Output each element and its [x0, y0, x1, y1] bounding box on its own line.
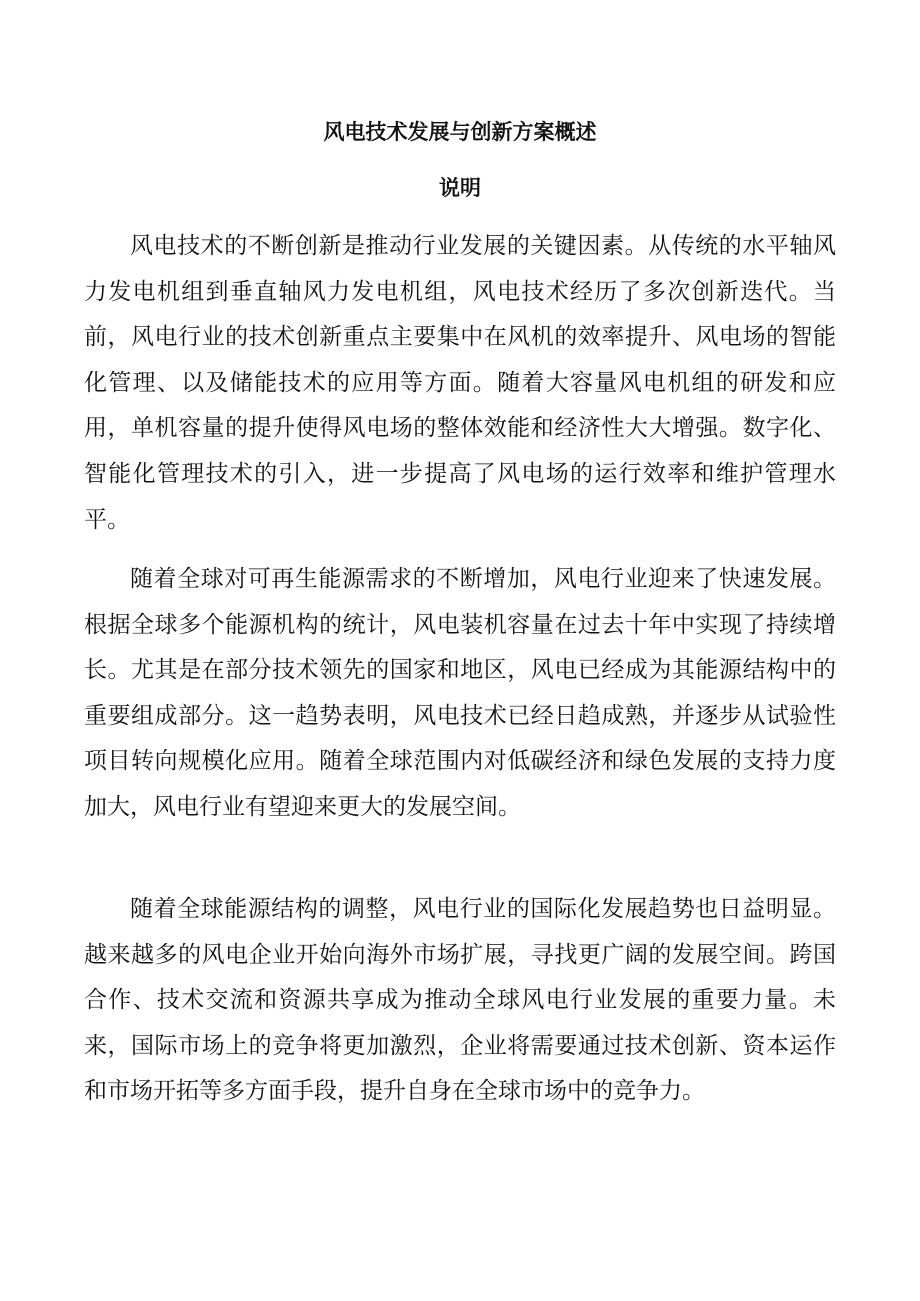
- paragraph-1: 风电技术的不断创新是推动行业发展的关键因素。从传统的水平轴风力发电机组到垂直轴风力发电机组，风电技术经历了多次创新迭代。当前，风电行业的技术创新重点主要集中在风机的效率提升、风电场的智能化管理、以及储能技术的应用等方面。随着大容量风电机组的研发和应用，单机容量的提升使得风电场的整体效能和经济性大大增强。数字化、智能化管理技术的引入，进一步提高了风电场的运行效率和维护管理水平。: [84, 233, 836, 533]
- paragraph-2: 随着全球对可再生能源需求的不断增加，风电行业迎来了快速发展。根据全球多个能源机构的统计，风电装机容量在过去十年中实现了持续增长。尤其是在部分技术领先的国家和地区，风电已经成为其能源结构中的重要组成部分。这一趋势表明，风电技术已经日趋成熟，并逐步从试验性项目转向规模化应用。随着全球范围内对低碳经济和绿色发展的支持力度加大，风电行业有望迎来更大的发展空间。: [84, 566, 836, 820]
- paragraph-3: 随着全球能源结构的调整，风电行业的国际化发展趋势也日益明显。越来越多的风电企业开始向海外市场扩展，寻找更广阔的发展空间。跨国合作、技术交流和资源共享成为推动全球风电行业发展的重要力量。未来，国际市场上的竞争将更加激烈，企业将需要通过技术创新、资本运作和市场开拓等多方面手段，提升自身在全球市场中的竞争力。: [84, 896, 836, 1105]
- section-heading: 说明: [439, 175, 481, 200]
- document-title: 风电技术发展与创新方案概述: [323, 119, 597, 144]
